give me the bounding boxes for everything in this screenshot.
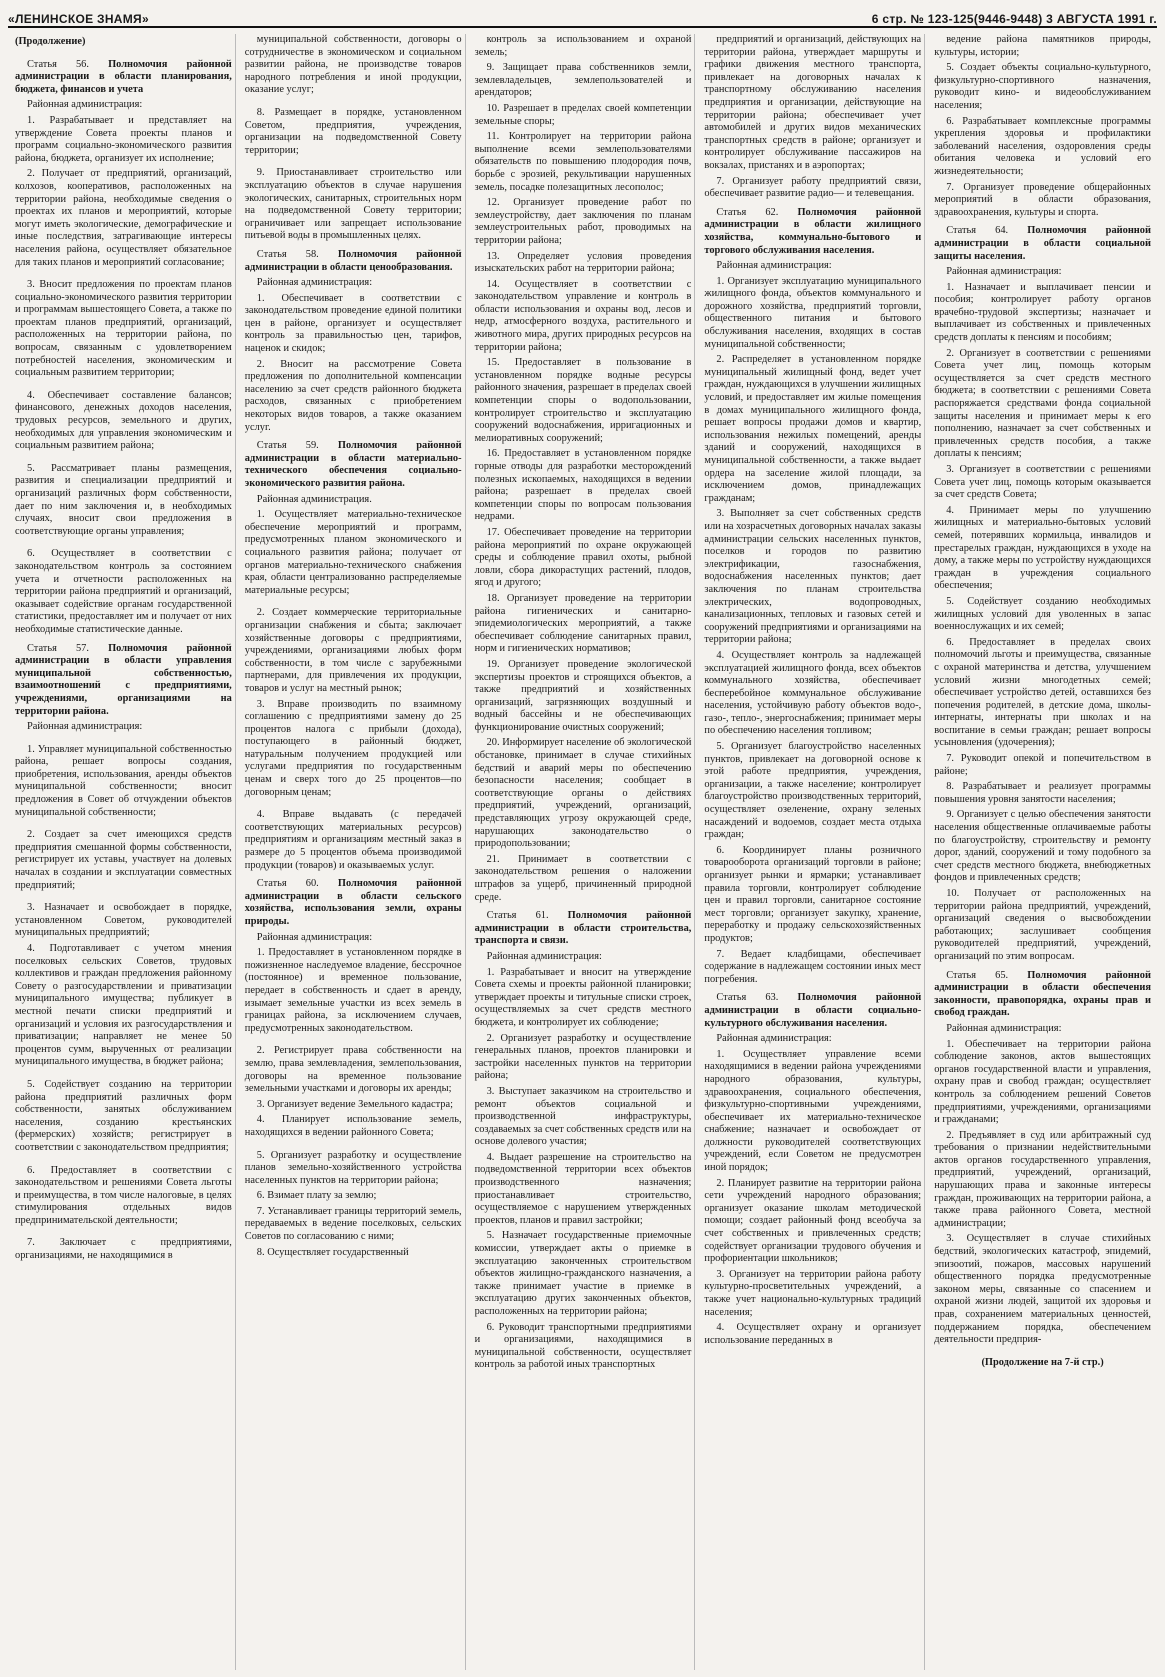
article-paragraph: 2. Предъявляет в суд или арбитражный суд требования о признании недействительными актов органов государственного управления, предприятий, учреждений, организаций, нарушающих права и законные интересы граждан, проживающих на территории района, а также права районного Совета, местной администрации; — [934, 1129, 1151, 1229]
article-title: Полномочия районной администрации в области социально-культурного обслуживания населения. — [704, 992, 922, 1029]
article-paragraph: 3. Организует на территории района работу культурно-просветительных учреждений, а также учет национально-культурных традиций населения; — [704, 1268, 922, 1318]
article-paragraph: 11. Контролирует на территории района выполнение всеми землепользователями обязательств по повышению плодородия почв, борьбе с эрозией, рекультивации нарушенных земель, посадке полезащитных лесополос; — [474, 131, 692, 193]
article-paragraph: 6. Предоставляет в соответствии с законодательством и решениями Совета льготы и преимущества, в том числе налоговые, в целях стимулирования отдельных видов предпринимательской деятельности; — [15, 1164, 232, 1226]
article-paragraph: 10. Разрешает в пределах своей компетенции земельные споры; — [474, 102, 692, 127]
column-3 — [472, 34, 696, 1670]
article-paragraph: 20. Информирует население об экологической обстановке, принимает в случае стихийных бедствий и аварий меры по обеспечению безопасности населения; сообщает в соответствующие органы о действиях предприятий, учреждений, организаций, представляющих угрозу окружающей среде, нарушающих законодательство о природопользовании; — [474, 737, 692, 850]
article-paragraph: 1. Предоставляет в установленном порядке в пожизненное наследуемое владение, бессрочное (постоянное) и временное пользование, передает в собственность и сдает в аренду, изымает земельные участки из всех земель в границах района, за исключением случаев, предусмотренных законодательством. — [244, 947, 462, 1034]
article-paragraph: 7. Организует проведение общерайонных мероприятий в области образования, здравоохранения, культуры и спорта. — [934, 181, 1151, 218]
article-paragraph: 19. Организует проведение экологической экспертизы проектов и строящихся объектов, а также предприятий и хозяйственных организаций, загрязняющих воздушный и водный бассейны и не обеспечивающих функционирование очистных сооружений; — [474, 658, 692, 733]
article-heading — [934, 970, 1151, 1020]
article-paragraph: 3. Назначает и освобождает в порядке, установленном Советом, руководителей муниципальных предприятий; — [15, 902, 232, 939]
article-paragraph: 5. Организует разработку и осуществление планов земельно-хозяйственного устройства населенных пунктов на территории района; — [244, 1149, 462, 1186]
article-number: Статья 60. — [256, 878, 319, 890]
newspaper-title: «ЛЕНИНСКОЕ ЗНАМЯ» — [8, 12, 149, 26]
article-paragraph: 5. Рассматривает планы размещения, развития и специализации предприятий и организаций различных форм собственности, дает по ним заключения и, в необходимых случаях, вносит свои предложения в соответствующие органы управления; — [15, 462, 232, 537]
article-paragraph: 9. Защищает права собственников земли, землевладельцев, землепользователей и арендаторов; — [474, 62, 692, 99]
article-paragraph: 1. Осуществляет материально-техническое обеспечение мероприятий и программ, предусмотренных планом экономического и социального развития района; получает от органов материально-технического снабжения края, области централизованно распределяемые материальные ресурсы; — [244, 509, 462, 596]
article-paragraph: 1. Разрабатывает и представляет на утверждение Совета проекты планов и программ социально-экономического развития района, бюджета, организует их исполнение; — [15, 114, 232, 164]
article-heading — [15, 59, 232, 97]
article-paragraph: 5. Организует благоустройство населенных пунктов, привлекает на договорной основе к этой работе предприятия, учреждения, организации, а также население; контролирует благоустройство производственных территорий, осуществляет озеленение, охрану зеленых насаждений и водоемов, создает места отдыха граждан; — [704, 741, 922, 841]
article-paragraph: 6. Разрабатывает комплексные программы укрепления здоровья и профилактики заболеваний населения, оздоровления среды обитания человека и условий его жизнедеятельности; — [934, 115, 1151, 177]
article-number: Статья 65. — [946, 969, 1009, 981]
column-5 — [931, 34, 1154, 1670]
article-columns — [12, 34, 1154, 1670]
article-paragraph: 4. Подготавливает с учетом мнения поселковых сельских Советов, трудовых коллективов и граждан предложения районному Совету о разгосударствлении и приватизации муниципального имущества; публикует в местной печати списки предприятий и организаций и условия их разгосударствления и приватизации; направляет не менее 50 процентов сумм, вырученных от реализации муниципального имущества, в бюджет района; — [15, 943, 232, 1068]
section-subject: Районная администрация: — [946, 1022, 1062, 1034]
article-paragraph: 7. Руководит опекой и попечительством в районе; — [934, 753, 1151, 777]
article-paragraph: ведение района памятников природы, культуры, истории; — [934, 34, 1151, 58]
article-paragraph: 3. Организует в соответствии с решениями Совета учет лиц, помощь которым оказывается за счет средств Совета; — [934, 464, 1151, 501]
section-subject: Районная администрация: — [27, 99, 143, 111]
article-paragraph: 6. Руководит транспортными предприятиями и организациями, находящимися в муниципальной собственности, осуществляет контроль за работой иных транспортных — [474, 1321, 692, 1371]
article-paragraph: 8. Осуществляет государственный — [256, 1246, 409, 1258]
section-subject: Районная администрация: — [946, 266, 1062, 278]
article-paragraph: 1. Обеспечивает на территории района соблюдение законов, актов вышестоящих органов государственной власти и управления, охрану прав и свобод граждан; осуществляет контроль за соблюдением решений Советов предприятиями, учреждениями, организациями и гражданами; — [934, 1038, 1151, 1126]
article-paragraph: 8. Разрабатывает и реализует программы повышения уровня занятости населения; — [934, 781, 1151, 805]
article-paragraph: 4. Осуществляет охрану и организует использование переданных в — [704, 1322, 922, 1346]
section-subject: Районная администрация: — [27, 721, 143, 733]
article-paragraph: 13. Определяет условия проведения изыскательских работ на территории района; — [474, 250, 692, 275]
article-title: Полномочия районной администрации в области обеспечения законности, правопорядка, охраны прав и свобод граждан. — [934, 969, 1151, 1019]
column-body — [704, 34, 921, 1347]
article-paragraph: 2. Распределяет в установленном порядке муниципальный жилищный фонд, ведет учет граждан, нуждающихся в улучшении жилищных условий, и предоставляет им жилые помещения в домах муниципального жилищного фонда, решает вопросы продажи домов и квартир, использования нежилых помещений, аренды зданий и сооружений, находящихся в муниципальной собственности, а также выдает ордера на заселение жилой площади, за исключением домов, принадлежащих гражданам; — [704, 354, 922, 504]
article-heading — [704, 207, 921, 257]
article-title: Полномочия районной администрации в области жилищного хозяйства, коммунально-бытового и торгового обслуживания населения. — [704, 206, 922, 256]
article-paragraph: 3. Вносит предложения по проектам планов социально-экономического развития территории и программам вышестоящего Совета, а также по проектам планов предприятий, организаций, расположенных на территории района, по вопросам, связанным с удовлетворением потребностей населения, экономическим и социальным развитием территории; — [15, 279, 232, 379]
article-paragraph: 5. Содействует созданию на территории района предприятий различных форм собственности, занятых обслуживанием населения, созданию крестьянских (фермерских) хозяйств; регистрирует в соответствии с законодательством предприятия; — [15, 1078, 232, 1153]
article-paragraph: 7. Организует работу предприятий связи, обеспечивает развитие радио— и телевещания. — [704, 175, 922, 200]
article-heading — [245, 249, 462, 274]
article-number: Статья 64. — [946, 225, 1009, 237]
section-subject: Районная администрация: — [486, 950, 602, 962]
column-body — [475, 34, 692, 1372]
article-heading — [245, 878, 462, 928]
article-paragraph: 3. Организует ведение Земельного кадастра; — [256, 1098, 453, 1110]
article-paragraph: 1. Обеспечивает в соответствии с законодательством проведение единой политики цен в районе, организует и осуществляет контроль за правильностью цен, тарифов, наценок и скидок; — [244, 292, 462, 355]
article-paragraph: 1. Осуществляет управление всеми находящимися в ведении района учреждениями народного образования, культуры, здравоохранения, социального обеспечения, физкультурно-спортивными учреждениями, обеспечивает их материально-техническое снабжение; назначает и освобождает от должности руководителей соответствующих учреждений, если Советом не предусмотрен иной порядок; — [704, 1048, 922, 1174]
article-paragraph: 3. Выступает заказчиком на строительство и ремонт объектов социальной и производственной инфраструктуры, создаваемых за счет собственных средств или на основе долевого участия; — [474, 1085, 692, 1148]
article-paragraph: 10. Получает от расположенных на территории района предприятий, учреждений, организаций сведения о высвобождении работающих; заслушивает сообщения руководителей предприятий, учреждений, организаций по этим вопросам. — [934, 888, 1151, 962]
article-paragraph: 8. Размещает в порядке, установленном Советом, предприятия, учреждения, организации на подведомственной Совету территории; — [244, 106, 462, 156]
article-paragraph: 9. Приостанавливает строительство или эксплуатацию объектов в случае нарушения экологических, санитарных, строительных норм на подведомственной Совету территории; ограничивает или запрещает использование питьевой воды в промышленных целях. — [244, 167, 462, 242]
article-paragraph: 3. Осуществляет в случае стихийных бедствий, экологических катастроф, эпидемий, эпизоотий, пожаров, массовых нарушений общественного порядка предусмотренные законом меры, связанные со спасением и охраной жизни людей, защитой их здоровья и прав, сохранением материальных ценностей, поддержанием порядка, обеспечением деятельности предприя- — [934, 1233, 1151, 1346]
article-paragraph: 14. Осуществляет в соответствии с законодательством управление и контроль в области использования и охраны вод, лесов и недр, атмосферного воздуха, растительного и животного мира, других природных ресурсов на территории района; — [474, 278, 692, 353]
section-subject: Районная администрация: — [716, 260, 832, 272]
column-2 — [242, 34, 466, 1670]
article-paragraph: 4. Обеспечивает составление балансов; финансового, денежных доходов населения, трудовых ресурсов, земельного и других, необходимых для управления экономическим и социальным развитием района; — [15, 389, 232, 452]
article-paragraph: 7. Заключает с предприятиями, организациями, не находящимися в — [15, 1237, 232, 1262]
column-4 — [701, 34, 925, 1670]
article-number: Статья 57. — [27, 642, 89, 654]
article-paragraph: 1. Разрабатывает и вносит на утверждение Совета схемы и проекты районной планировки; утверждает проекты и титульные списки строек, осуществляемых за счет средств местного бюджета, и контролирует их соблюдение; — [474, 966, 692, 1028]
article-paragraph: предприятий и организаций, действующих на территории района, утверждает маршруты и графики движения местного транспорта, привлекает на договорных началах к транспортному обслуживанию населения предприятия и организации, действующие на территории района; обеспечивает учет автомобилей и других видов механических транспортных средств в районе; организует и контролирует обслуживание пассажиров на вокзалах, пристанях и в аэропортах; — [704, 34, 922, 171]
article-paragraph: 17. Обеспечивает проведение на территории района мероприятий по охране окружающей среды и соблюдение правил охоты, рыбной ловли, сбора дикорастущих растений, плодов, ягод и другого; — [474, 526, 692, 589]
article-paragraph: 7. Устанавливает границы территорий земель, передаваемых в ведение поселковых, сельских Советов по согласованию с ними; — [244, 1205, 462, 1243]
article-paragraph: 15. Предоставляет в пользование в установленном порядке водные ресурсы районного значения, разрешает в пределах своей компетенции споры о водопользовании, контролирует строительство и эксплуатацию сооружений водоснабжения, ирригационных и мелиоративных сооружений; — [474, 357, 692, 444]
article-title: Полномочия районной администрации в области управления муниципальной собственностью, взаимоотношений с предприятиями, учреждениями, организациями на территории района. — [15, 642, 232, 717]
column-body — [15, 59, 232, 1263]
article-paragraph: 3. Выполняет за счет собственных средств или на хозрасчетных договорных началах заказы администрации сельских населенных пунктов, поселков и городов по развитию электрификации, газоснабжения, водоснабжения населенных пунктов; дает заключения по планам строительства электрических, водопроводных, канализационных, тепловых и газовых сетей и сооружений предприятиями и организациями на территории района; — [704, 508, 922, 646]
article-heading — [704, 992, 921, 1030]
article-paragraph: 3. Вправе производить по взаимному соглашению с предприятиями замену до 25 процентов налога с прибыли (дохода), поступающего в районный бюджет, натуральным получением продукцией или услугами предприятия по государственным ценам и сверх того до 25 процентов—по договорным ценам; — [244, 698, 462, 798]
article-paragraph: 1. Управляет муниципальной собственностью района, решает вопросы создания, приобретения, использования, аренды объектов муниципальной собственности; вносит предложения в Совет об отчуждении объектов муниципальной собственности; — [15, 743, 232, 818]
column-body — [245, 34, 462, 1259]
article-title: Полномочия районной администрации в области ценообразования. — [244, 248, 462, 273]
article-paragraph: 4. Принимает меры по улучшению жилищных и материально-бытовых условий семей, потерявших кормильца, инвалидов и престарелых граждан, нуждающихся в уходе на дому, а также меры по устройству нуждающихся граждан в учреждения социального обеспечения; — [934, 504, 1151, 592]
article-paragraph: 4. Выдает разрешение на строительство на подведомственной территории всех объектов производственного назначения; приостанавливает строительство, осуществляемое с нарушением утвержденных проектов, планов и правил застройки; — [474, 1151, 692, 1226]
article-paragraph: 2. Создает за счет имеющихся средств предприятия смешанной формы собственности, регистрирует их уставы, участвует на долевых началах в создании и эксплуатации совместных предприятий; — [15, 829, 232, 891]
article-paragraph: 2. Организует разработку и осуществление генеральных планов, проектов планировки и застройки населенных пунктов на территории района; — [474, 1032, 692, 1082]
section-subject: Районная администрация: — [256, 931, 373, 943]
article-paragraph: 6. Координирует планы розничного товарооборота организаций торговли в районе; организует рынки и ярмарки; устанавливает правила торговли, контролирует соблюдение цен и правил торговли, санитарное состояние мест торговли; организует закупку, хранение, переработку и продажу сельскохозяйственных продуктов; — [704, 844, 922, 944]
article-paragraph: 1. Назначает и выплачивает пенсии и пособия; контролирует работу органов врачебно-трудовой экспертизы; назначает и выплачивает из собственных и привлеченных средств доплаты к пенсиям и пособиям; — [934, 281, 1151, 344]
section-subject: Районная администрация: — [256, 277, 373, 289]
continued-from-label: (Продолжение) — [15, 36, 86, 47]
article-paragraph: 7. Ведает кладбищами, обеспечивает содержание в надлежащем состоянии иных мест погребения. — [704, 948, 922, 985]
article-title: Полномочия районной администрации в области социальной защиты населения. — [934, 225, 1151, 262]
column-1 — [12, 34, 236, 1670]
article-paragraph: 4. Планирует использование земель, находящихся в ведении районного Совета; — [244, 1114, 462, 1138]
article-paragraph: 2. Вносит на рассмотрение Совета предложения по дополнительной компенсации населению за счет средств районного бюджета расходов, связанных с приобретением некоторых видов товаров, а также оказанием услуг. — [244, 358, 462, 433]
continued-to-label: (Продолжение на 7-й стр.) — [981, 1356, 1104, 1368]
article-title: Полномочия районной администрации в области планирования, бюджета, финансов и учета — [15, 58, 232, 95]
article-paragraph: 5. Создает объекты социально-культурного, физкультурно-спортивного назначения, руководит кино- и видеообслуживанием населения; — [934, 62, 1151, 111]
article-paragraph: 5. Назначает государственные приемочные комиссии, утверждает акты о приемке в эксплуатацию законченных строительством объектов жилищно-гражданского назначения, а также принимает участие в приемке в эксплуатацию других законченных объектов, расположенных на территории района; — [474, 1230, 692, 1317]
article-paragraph: 2. Получает от предприятий, организаций, колхозов, кооперативов, расположенных на территории района, необходимые сведения о проектах их планов и мероприятий, которые могут иметь экологические, демографические и иные последствия, затрагивающие интересы населения района, осуществляет обязательное для таких планов и мероприятий согласование; — [15, 168, 232, 268]
section-subject: Районная администрация. — [256, 493, 372, 505]
article-heading — [15, 643, 232, 719]
article-number: Статья 56. — [27, 58, 89, 70]
article-paragraph: 16. Предоставляет в установленном порядке горные отводы для разработки месторождений полезных ископаемых, находящихся в ведении района; разрешает в пределах своей компетенции споры по вопросам пользования недрами. — [474, 448, 692, 523]
article-number: Статья 58. — [256, 248, 319, 260]
masthead — [8, 6, 1157, 28]
article-paragraph: 2. Регистрирует права собственности на землю, права землевладения, землепользования, договоры на временное пользование земельными участками и договоры их аренды; — [244, 1045, 462, 1095]
article-heading — [475, 910, 692, 948]
article-title: Полномочия районной администрации в области сельского хозяйства, использования земли, охраны природы. — [244, 878, 462, 927]
article-paragraph: 2. Организует в соответствии с решениями Совета учет лиц, помощь которым осуществляется за счет средств местного бюджета; в соответствии с решениями Совета распоряжается средствами фонда социальной защиты населения и принимает меры к его пополнению, назначает за счет собственных и привлеченных средств пособия, а также доплаты к пенсиям; — [934, 347, 1151, 460]
section-subject: Районная администрация: — [716, 1033, 832, 1045]
article-paragraph: 4. Осуществляет контроль за надлежащей эксплуатацией жилищного фонда, всех объектов коммунального хозяйства, обеспечивает бесперебойное коммунальное обслуживание населения, устойчивую работу объектов водо-, газо-, тепло-, энергоснабжения; принимает меры по обеспечению населения топливом; — [704, 649, 922, 737]
article-paragraph: 2. Планирует развитие на территории района сети учреждений народного образования; организует оказание школам методической помощи; создает районный фонд всеобуча за счет собственных и привлеченных средств; содействует организации трудового обучения и профориентации школьников; — [704, 1177, 922, 1265]
article-paragraph: 18. Организует проведение на территории района гигиенических и санитарно-эпидемиологических мероприятий, а также обеспечивает соблюдение санитарных правил, норм и гигиенических нормативов; — [474, 592, 692, 655]
article-number: Статья 61. — [486, 910, 549, 922]
issue-info: 6 стр. № 123-125(9446-9448) 3 АВГУСТА 1991 г. — [871, 12, 1157, 26]
column-body — [934, 34, 1151, 1347]
article-paragraph: 2. Создает коммерческие территориальные организации снабжения и сбыта; заключает хозяйственные договоры с предприятиями, учреждениями, организациями любых форм собственности, в том числе с зарубежными партнерами, для привлечения их продукции, товаров и услуг на местный рынок; — [244, 607, 462, 694]
article-title: Полномочия районной администрации в области материально-технического обеспечения социально-экономического развития района. — [244, 440, 462, 489]
article-paragraph: 6. Взимает плату за землю; — [256, 1190, 377, 1202]
article-paragraph: 4. Вправе выдавать (с передачей соответствующих материальных ресурсов) предприятиям и организациям местный заказ в размере до 5 процентов объема производимой продукции (товаров) и оказываемых услуг. — [244, 809, 462, 871]
article-title: Полномочия районной администрации в области строительства, транспорта и связи. — [474, 910, 692, 947]
article-paragraph: 6. Осуществляет в соответствии с законодательством контроль за состоянием учета и отчетности расположенных на территории района предприятий и организаций, оказывает содействие органам государственной статистики, предоставляет им и получает от них необходимые статистические данные. — [15, 548, 232, 635]
article-paragraph: 6. Предоставляет в пределах своих полномочий льготы и преимущества, связанные с охраной материнства и детства, улучшением условий жизни многодетных семей; обеспечивает устройство детей, оставшихся без попечения родителей, в детские дома, школы-интернаты, интернаты при школах и на воспитание в семьи граждан; решает вопросы усыновления (удочерения); — [934, 636, 1151, 749]
article-paragraph: муниципальной собственности, договоры о сотрудничестве в экономическом и социальном развитии района, не производстве товаров народного потребления и иной продукции, оказание услуг; — [244, 34, 462, 96]
article-heading — [245, 440, 462, 490]
article-heading — [934, 225, 1151, 263]
article-paragraph: контроль за использованием и охраной земель; — [474, 34, 692, 58]
article-paragraph: 9. Организует с целью обеспечения занятости населения общественные оплачиваемые работы по благоустройству, строительству и ремонту дорог, зданий, сооружений и тому подобного за счет средств местного бюджета, внебюджетных фондов и привлеченных средств; — [934, 809, 1151, 884]
article-paragraph: 12. Организует проведение работ по землеустройству, дает заключения по планам землеустроительных работ, проводимых на территории района; — [474, 197, 692, 246]
article-number: Статья 59. — [256, 440, 319, 452]
article-paragraph: 1. Организует эксплуатацию муниципального жилищного фонда, объектов коммунального и дорожного хозяйства, предприятий торговли, общественного питания и бытового обслуживания населения, входящих в состав муниципальной собственности; — [704, 275, 922, 350]
article-number: Статья 63. — [716, 992, 779, 1004]
article-number: Статья 62. — [716, 206, 779, 218]
article-paragraph: 21. Принимает в соответствии с законодательством решения о наложении штрафов за ущерб, причиненный природной среде. — [474, 853, 692, 903]
article-paragraph: 5. Содействует созданию необходимых жилищных условий для уволенных в запас военнослужащих и их семей; — [934, 595, 1151, 633]
